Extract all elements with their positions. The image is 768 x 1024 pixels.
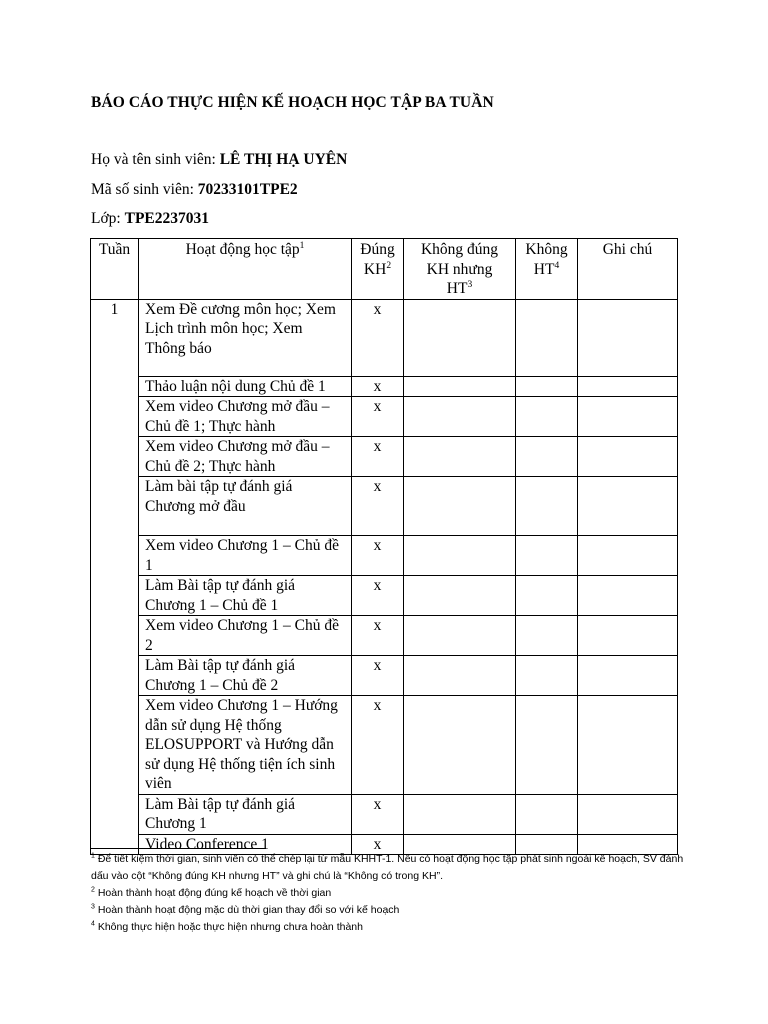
note-cell (578, 536, 678, 576)
off-plan-cell (404, 299, 516, 376)
header-on-plan: Đúng $KH^2$ (352, 239, 404, 300)
table-row (91, 397, 678, 437)
table-row (91, 536, 678, 576)
on-plan-cell: x (352, 834, 404, 855)
header-week: Tuần (91, 239, 139, 300)
not-done-cell (516, 376, 578, 397)
on-plan-cell: x (352, 376, 404, 397)
header-activity: Hoạt động học tập$^1$ (139, 239, 352, 300)
student-class-label: Lớp: (91, 210, 125, 227)
off-plan-cell (404, 794, 516, 834)
student-id-label: Mã số sinh viên: (91, 181, 198, 198)
student-id: 70233101TPE2 (197, 181, 298, 198)
note-cell (578, 477, 678, 536)
on-plan-cell: x (352, 536, 404, 576)
table-row (91, 477, 678, 536)
activity-cell: Xem video Chương 1 – Chủ đề 1 (139, 536, 352, 576)
footnote-text: Để tiết kiệm thời gian, sinh viên có thể chép lại từ mẫu KHHT-1. Nếu có hoạt động học tập phát sinh ngoài kế hoạch, SV đánh dấu vào cột “Không đúng KH nhưng HT” và ghi chú là “Không có trong KH”. (91, 853, 684, 882)
footnote-mark: 2 (91, 886, 95, 894)
activity-cell: Xem video Chương mở đầu – Chủ đề 2; Thực hành (139, 437, 352, 477)
student-class: TPE2237031 (124, 210, 210, 227)
activity-cell: Xem Đề cương môn học; Xem Lịch trình môn học; Xem Thông báo (139, 299, 352, 376)
header-off-plan: Không đúng KH nhưng $HT^3$ (404, 239, 516, 300)
on-plan-cell: x (352, 299, 404, 376)
not-done-cell (516, 477, 578, 536)
not-done-cell (516, 616, 578, 656)
footnote (91, 919, 691, 936)
not-done-cell (516, 576, 578, 616)
off-plan-cell (404, 477, 516, 536)
note-cell (578, 376, 678, 397)
activity-cell: Thảo luận nội dung Chủ đề 1 (139, 376, 352, 397)
not-done-cell (516, 794, 578, 834)
activity-cell: Làm Bài tập tự đánh giá Chương 1 – Chủ đề 2 (139, 656, 352, 696)
note-cell (578, 696, 678, 795)
not-done-cell (516, 437, 578, 477)
activity-cell: Xem video Chương 1 – Chủ đề 2 (139, 616, 352, 656)
footnote-mark: 3 (91, 903, 95, 911)
on-plan-cell: x (352, 437, 404, 477)
footnotes (91, 851, 691, 936)
footnote-ref: 3 (467, 279, 473, 290)
table-row (91, 696, 678, 795)
footnote-ref: 1 (299, 240, 305, 251)
student-class-line (91, 210, 209, 228)
note-cell (578, 397, 678, 437)
table-row (91, 616, 678, 656)
off-plan-cell (404, 656, 516, 696)
off-plan-cell (404, 397, 516, 437)
note-cell (578, 616, 678, 656)
footnote-ref: 4 (554, 260, 560, 271)
student-name-label: Họ và tên sinh viên: (91, 151, 220, 168)
week-cell: 1 (91, 299, 139, 855)
footnote-text: Hoàn thành hoạt động mặc dù thời gian thay đổi so với kế hoạch (94, 904, 400, 916)
not-done-cell (516, 656, 578, 696)
on-plan-cell: x (352, 397, 404, 437)
note-cell (578, 576, 678, 616)
on-plan-cell: x (352, 696, 404, 795)
footnote-ref: 2 (386, 260, 392, 271)
footnote (91, 885, 691, 902)
activity-cell: Xem video Chương 1 – Hướng dẫn sử dụng Hệ thống ELOSUPPORT và Hướng dẫn sử dụng Hệ thống tiện ích sinh viên (139, 696, 352, 795)
student-id-line (91, 181, 298, 199)
note-cell (578, 794, 678, 834)
activity-cell: Xem video Chương mở đầu – Chủ đề 1; Thực hành (139, 397, 352, 437)
off-plan-cell (404, 437, 516, 477)
on-plan-cell: x (352, 656, 404, 696)
footnote-text: Không thực hiện hoặc thực hiện nhưng chưa hoàn thành (94, 921, 363, 933)
header-not-done: Không $HT^4$ (516, 239, 578, 300)
table-row (91, 299, 678, 376)
footnote-mark: 1 (91, 852, 95, 860)
report-title: BÁO CÁO THỰC HIỆN KẾ HOẠCH HỌC TẬP BA TUẦN (91, 94, 494, 111)
off-plan-cell (404, 576, 516, 616)
on-plan-cell: x (352, 477, 404, 536)
footnote-separator (91, 848, 266, 849)
activity-cell: Làm Bài tập tự đánh giá Chương 1 – Chủ đề 1 (139, 576, 352, 616)
footnote-mark: 4 (91, 920, 95, 928)
on-plan-cell: x (352, 616, 404, 656)
activity-cell: Video Conference 1 (139, 834, 352, 855)
header-notes: Ghi chú (578, 239, 678, 300)
table-row (91, 794, 678, 834)
table-row (91, 437, 678, 477)
table-row (91, 656, 678, 696)
on-plan-cell: x (352, 576, 404, 616)
note-cell (578, 299, 678, 376)
not-done-cell (516, 397, 578, 437)
off-plan-cell (404, 376, 516, 397)
footnote-text: Hoàn thành hoạt động đúng kế hoạch về thời gian (94, 887, 332, 899)
footnote (91, 902, 691, 919)
table-row (91, 376, 678, 397)
study-plan-table (90, 238, 678, 855)
off-plan-cell (404, 616, 516, 656)
off-plan-cell (404, 696, 516, 795)
not-done-cell (516, 536, 578, 576)
note-cell (578, 437, 678, 477)
off-plan-cell (404, 536, 516, 576)
not-done-cell (516, 696, 578, 795)
activity-cell: Làm Bài tập tự đánh giá Chương 1 (139, 794, 352, 834)
not-done-cell (516, 299, 578, 376)
table-header-row (91, 239, 678, 300)
student-name: LÊ THỊ HẠ UYÊN (219, 151, 348, 168)
activity-cell: Làm bài tập tự đánh giá Chương mở đầu (139, 477, 352, 536)
student-name-line (91, 151, 347, 169)
footnote (91, 851, 691, 885)
on-plan-cell: x (352, 794, 404, 834)
table-row (91, 576, 678, 616)
note-cell (578, 656, 678, 696)
